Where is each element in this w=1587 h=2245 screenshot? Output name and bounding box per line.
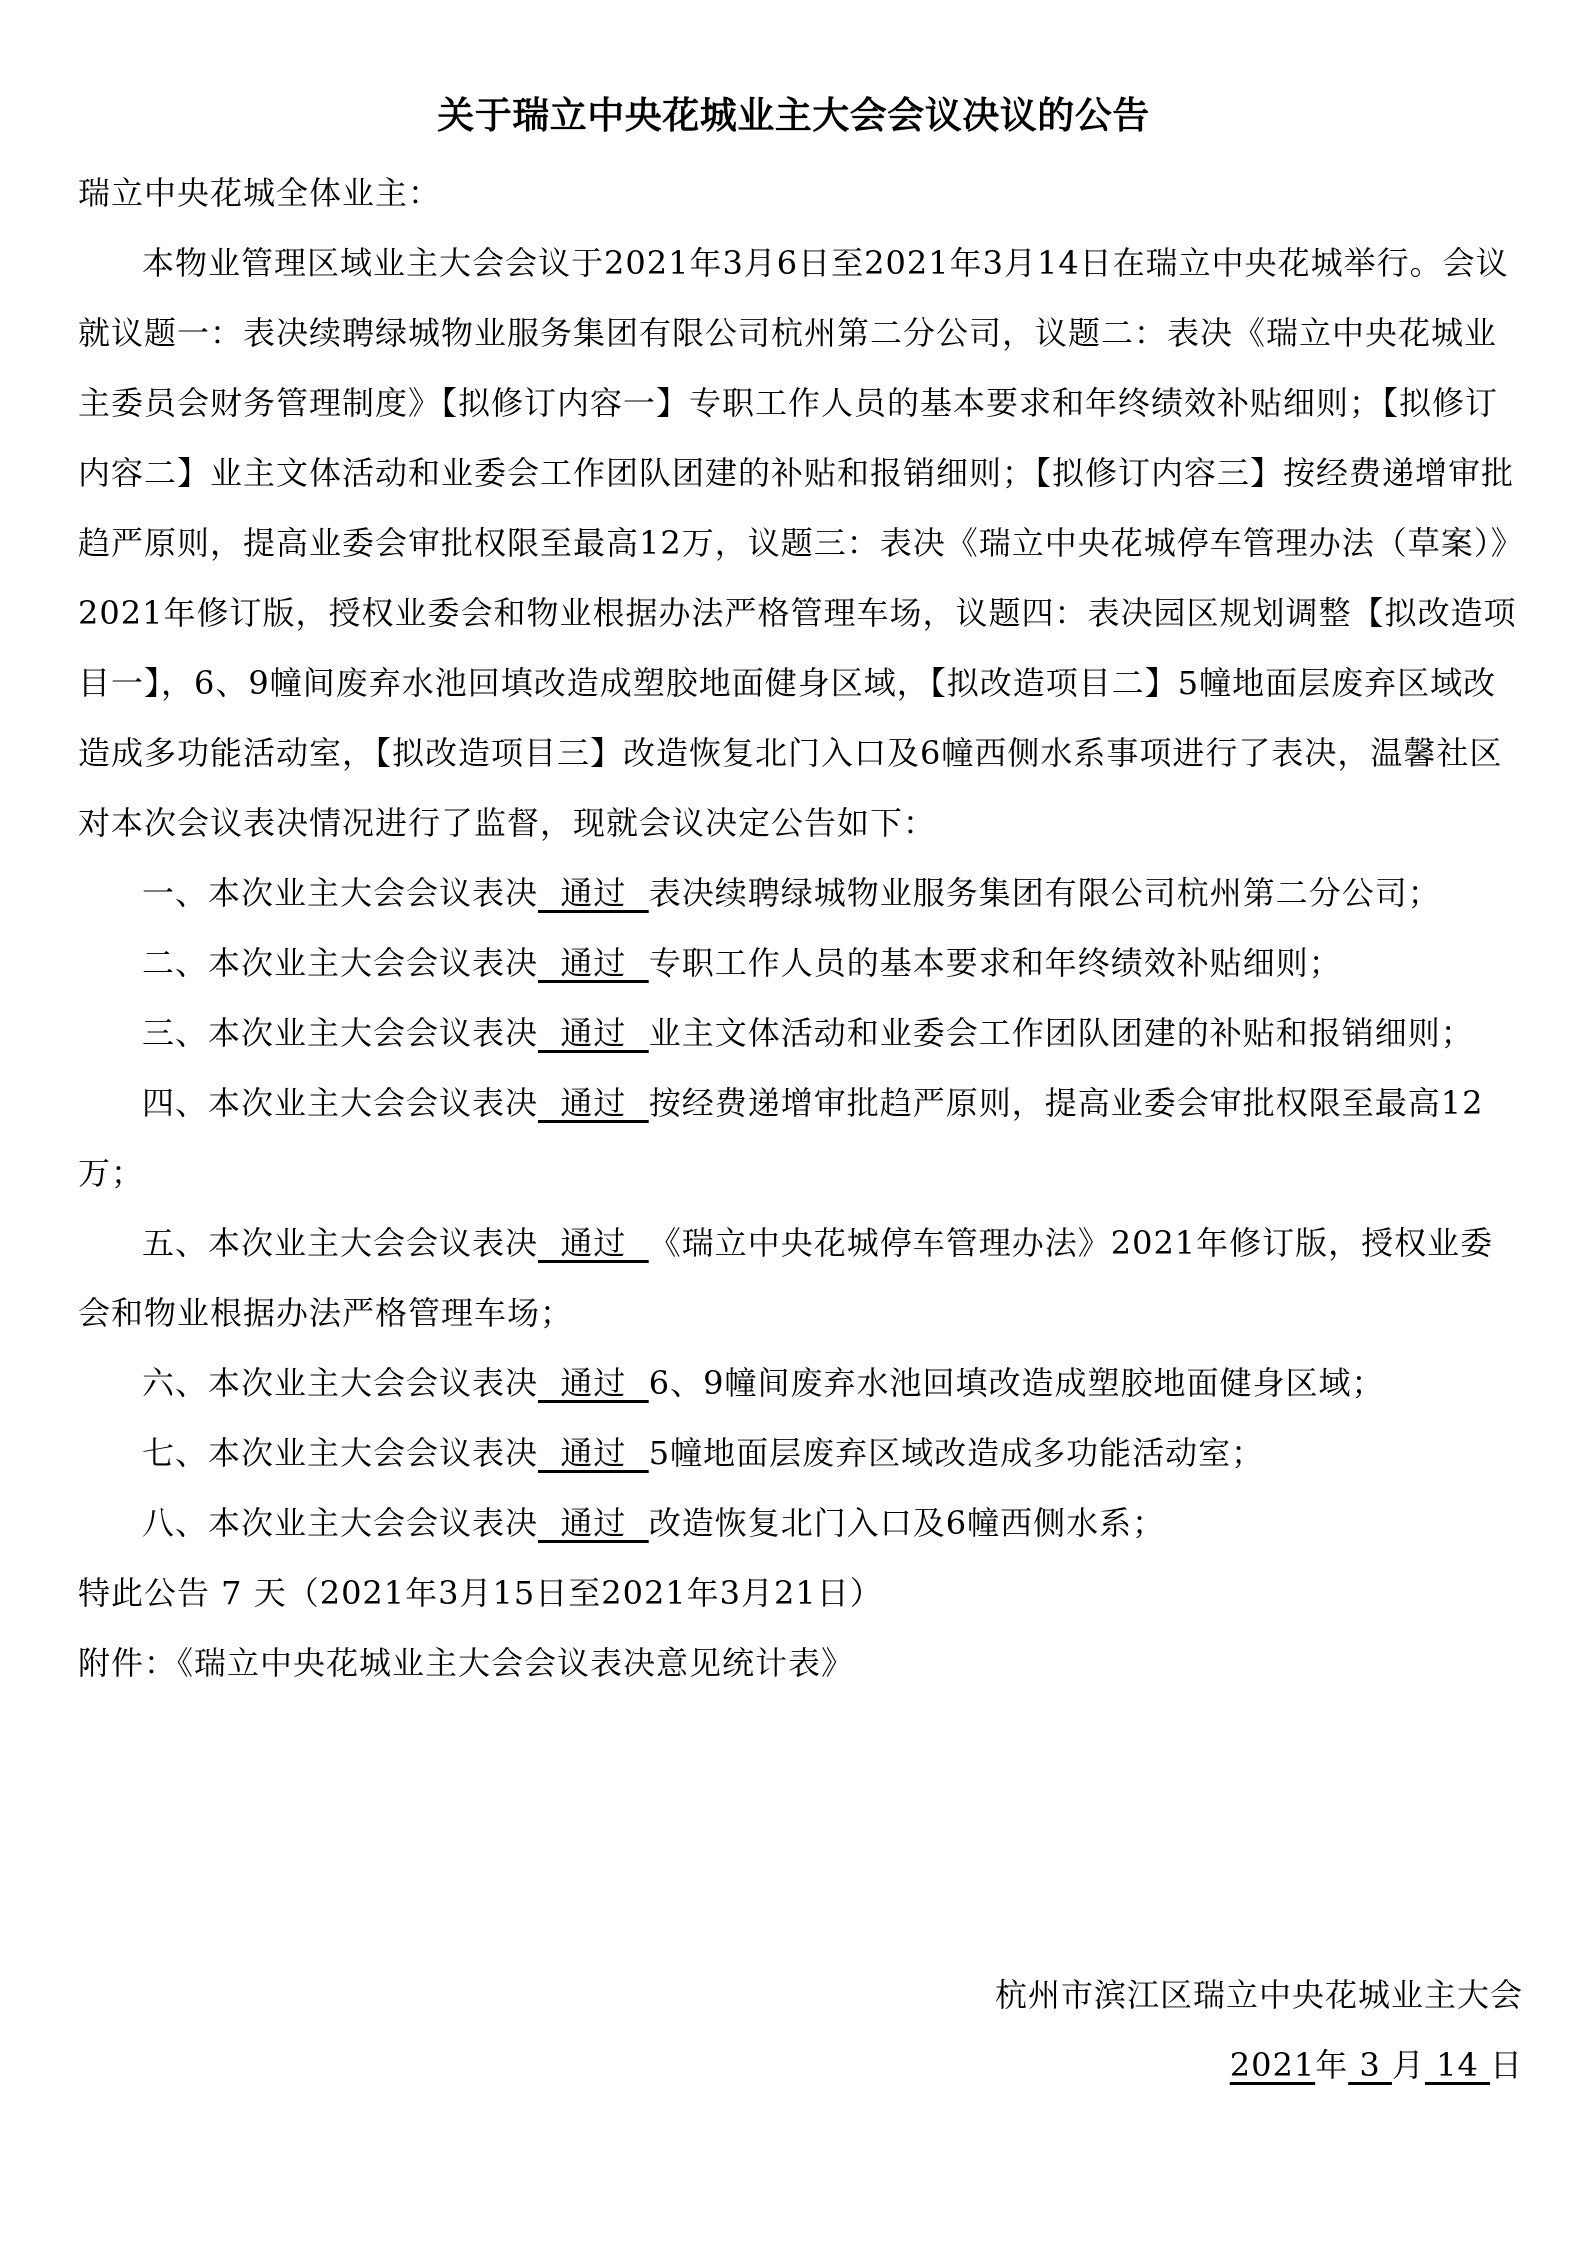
resolution-item: [78, 858, 1518, 928]
resolution-text: 表决续聘绿城物业服务集团有限公司杭州第二分公司；: [648, 874, 1441, 912]
resolution-prefix: 三、本次业主大会会议表决: [142, 1014, 539, 1052]
resolution-item: [78, 1418, 1518, 1488]
resolution-result: 通过: [538, 874, 649, 912]
resolution-item: [78, 1068, 1518, 1208]
resolution-prefix: 七、本次业主大会会议表决: [142, 1434, 539, 1472]
attachment-line: 附件：《瑞立中央花城业主大会会议表决意见统计表》: [78, 1644, 855, 1682]
resolution-text: 业主文体活动和业委会工作团队团建的补贴和报销细则；: [648, 1014, 1474, 1052]
resolution-item: [78, 1348, 1518, 1418]
notice-period: 特此公告 7 天（2021年3月15日至2021年3月21日）: [78, 1574, 883, 1612]
document-title: 关于瑞立中央花城业主大会会议决议的公告: [437, 94, 1150, 137]
resolution-prefix: 五、本次业主大会会议表决: [142, 1224, 539, 1262]
resolution-text: 6、9幢间废弃水池回填改造成塑胶地面健身区域；: [648, 1364, 1385, 1402]
resolution-result: 通过: [538, 1014, 649, 1052]
resolution-text: 《瑞立中央花城停车管理办法》2021年修订版，授权业委会和物业根据办法严格管理车场；: [78, 1224, 1494, 1332]
resolution-item: [78, 1488, 1518, 1558]
date-year: 2021: [1229, 2046, 1316, 2084]
resolution-text: 5幢地面层废弃区域改造成多功能活动室；: [648, 1434, 1265, 1472]
resolution-prefix: 四、本次业主大会会议表决: [142, 1084, 539, 1122]
resolution-result: 通过: [538, 1434, 649, 1472]
resolution-result: 通过: [538, 1504, 649, 1542]
signature-date: [1230, 2030, 1523, 2100]
date-day: 14: [1424, 2046, 1490, 2084]
resolution-text: 改造恢复北门入口及6幢西侧水系；: [648, 1504, 1166, 1542]
resolution-prefix: 六、本次业主大会会议表决: [142, 1364, 539, 1402]
intro-paragraph: 本物业管理区域业主大会会议于2021年3月6日至2021年3月14日在瑞立中央花城举行。会议就议题一：表决续聘绿城物业服务集团有限公司杭州第二分公司，议题二：表决《瑞立中央花城业主委员会财务管理制度》【拟修订内容一】专职工作人员的基本要求和年终绩效补贴细则；【拟修订内容二】业主文体活动和业委会工作团队团建的补贴和报销细则；【拟修订内容三】按经费递增审批趋严原则，提高业委会审批权限至最高12万，议题三：表决《瑞立中央花城停车管理办法（草案）》2021年修订版，授权业委会和物业根据办法严格管理车场，议题四：表决园区规划调整【拟改造项目一】，6、9幢间废弃水池回填改造成塑胶地面健身区域，【拟改造项目二】5幢地面层废弃区域改造成多功能活动室，【拟改造项目三】改造恢复北门入口及6幢西侧水系事项进行了表决，温馨社区对本次会议表决情况进行了监督，现就会议决定公告如下：: [78, 244, 1517, 842]
resolution-result: 通过: [538, 1364, 649, 1402]
resolution-text: 按经费递增审批趋严原则，提高业委会审批权限至最高12万；: [78, 1084, 1484, 1192]
resolution-prefix: 一、本次业主大会会议表决: [142, 874, 539, 912]
resolution-result: 通过: [538, 944, 649, 982]
signature-organization: 杭州市滨江区瑞立中央花城业主大会: [994, 1976, 1523, 2014]
resolution-item: [78, 1208, 1518, 1348]
resolution-prefix: 二、本次业主大会会议表决: [142, 944, 539, 982]
date-year-unit: 年: [1315, 2046, 1349, 2084]
date-month-unit: 月: [1391, 2046, 1425, 2084]
document-body: [78, 158, 1518, 1698]
resolution-text: 专职工作人员的基本要求和年终绩效补贴细则；: [648, 944, 1342, 982]
resolution-item: [78, 998, 1518, 1068]
resolution-item: [78, 928, 1518, 998]
date-month: 3: [1348, 2046, 1392, 2084]
resolution-prefix: 八、本次业主大会会议表决: [142, 1504, 539, 1542]
resolution-result: 通过: [538, 1084, 649, 1122]
resolution-result: 通过: [538, 1224, 649, 1262]
salutation: 瑞立中央花城全体业主：: [78, 174, 442, 212]
date-day-unit: 日: [1489, 2046, 1523, 2084]
